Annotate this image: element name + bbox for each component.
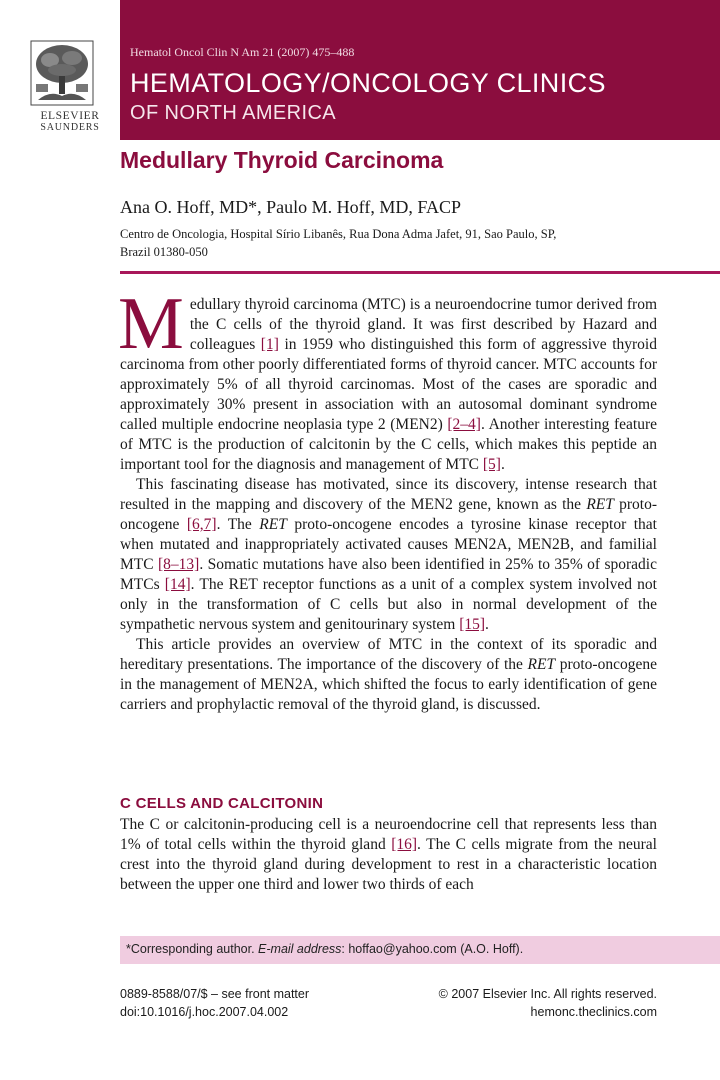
text-run: . The <box>216 516 260 533</box>
affiliation-line2: Brazil 01380-050 <box>120 245 208 259</box>
paragraph-3 <box>120 635 657 715</box>
text-run: . <box>500 456 505 473</box>
gene-name: RET <box>527 656 556 673</box>
reference-link[interactable]: [16] <box>391 836 418 853</box>
text-run: The C or calcitonin-producing cell is a neuroendocrine cell that represents less than 1% of total cells within the thyroid gland <box>120 816 657 853</box>
text-run: proto-oncogene encodes a tyrosine kinase receptor that when mutated and inappropriately activated causes MEN2A, MEN2B, and familial MTC <box>120 516 657 573</box>
logo-line1: ELSEVIER <box>40 110 100 122</box>
text-run: This fascinating disease has motivated, since its discovery, intense research that resulted in the mapping and discovery of the MEN2 gene, known as the <box>120 476 657 513</box>
paragraph-1 <box>118 283 657 475</box>
text-run: proto-oncogene in the management of MEN2A, which shifted the focus to early identification of gene carriers and prophylactic removal of the thyroid gland, is discussed. <box>120 656 657 713</box>
article-title: Medullary Thyroid Carcinoma <box>120 147 444 173</box>
journal-citation: Hematol Oncol Clin N Am 21 (2007) 475–488 <box>130 45 355 59</box>
footer-right <box>439 985 657 1021</box>
text-run: . <box>485 616 489 633</box>
text-run: . Another interesting feature of MTC is the production of calcitonin by the C cells, which makes this peptide an important tool for the diagnosis and management of MTC <box>120 416 657 473</box>
text-run: . The RET receptor functions as a unit of a complex system involved not only in the transformation of C cells but also in normal development of the sympathetic nervous system and genitourinary system <box>120 576 657 633</box>
text-run: edullary thyroid carcinoma (MTC) is a neuroendocrine tumor derived from the C cells of the thyroid gland. It was first described by Hazard and colleagues <box>189 296 657 353</box>
journal-subtitle: OF NORTH AMERICA <box>130 102 337 124</box>
reference-link[interactable]: [5] <box>482 456 501 473</box>
website-link[interactable]: hemonc.theclinics.com <box>530 1005 657 1019</box>
email-address[interactable]: hoffao@yahoo.com <box>348 942 457 956</box>
text-run: . Somatic mutations have also been identified in 25% to 35% of sporadic MTCs <box>120 556 657 593</box>
paragraph-2 <box>120 475 657 635</box>
elsevier-logo <box>30 40 110 138</box>
footnote-label: *Corresponding author. <box>126 942 259 956</box>
copyright-line: © 2007 Elsevier Inc. All rights reserved. <box>438 987 657 1001</box>
reference-link[interactable]: [14] <box>164 576 191 593</box>
issn-line: 0889-8588/07/$ – see front matter <box>120 987 310 1001</box>
journal-title: HEMATOLOGY/ONCOLOGY CLINICS <box>130 68 606 98</box>
section-body <box>120 815 657 895</box>
corresponding-author-note <box>126 942 523 956</box>
header-divider <box>120 271 720 274</box>
elsevier-tree-icon <box>30 40 94 106</box>
doi-line[interactable]: doi:10.1016/j.hoc.2007.04.002 <box>120 1005 289 1019</box>
footer-left <box>120 985 309 1021</box>
reference-link[interactable]: [6,7] <box>186 516 217 533</box>
gene-name: RET <box>259 516 287 533</box>
journal-banner <box>120 0 720 140</box>
reference-link[interactable]: [2–4] <box>447 416 481 433</box>
drop-cap: M <box>118 283 184 365</box>
text-run: proto-oncogene <box>120 496 657 533</box>
footnote-box <box>120 936 720 964</box>
paragraph-4 <box>120 815 657 895</box>
section-heading: C CELLS AND CALCITONIN <box>120 795 324 812</box>
footnote-separator: : <box>341 942 349 956</box>
logo-line2: SAUNDERS <box>40 122 100 133</box>
reference-link[interactable]: [15] <box>459 616 486 633</box>
text-run: This article provides an overview of MTC in the context of its sporadic and hereditary presentations. The importance of the discovery of the <box>120 636 657 673</box>
footnote-author: (A.O. Hoff). <box>456 942 524 956</box>
affiliation-line1: Centro de Oncologia, Hospital Sírio Libanês, Rua Dona Adma Jafet, 91, Sao Paulo, SP, <box>120 227 557 241</box>
text-run: in 1959 who distinguished this form of aggressive thyroid carcinoma from other poorly differentiated forms of thyroid cancer. MTC accounts for approximately 5% of all thyroid carcinomas. Most of the cases are sporadic and approximately 30% present in association with an autosomal dominant syndrome called multiple endocrine neoplasia type 2 (MEN2) <box>120 336 657 433</box>
email-label: E-mail address <box>258 942 342 956</box>
text-run: . The C cells migrate from the neural crest into the thyroid gland during development to rest in a characteristic location between the upper one third and lower two thirds of each <box>120 836 657 893</box>
author-affiliation <box>120 225 640 261</box>
article-authors: Ana O. Hoff, MD*, Paulo M. Hoff, MD, FACP <box>120 197 462 217</box>
gene-name: RET <box>586 496 614 513</box>
reference-link[interactable]: [1] <box>260 336 279 353</box>
article-body <box>118 283 657 715</box>
reference-link[interactable]: [8–13] <box>157 556 200 573</box>
